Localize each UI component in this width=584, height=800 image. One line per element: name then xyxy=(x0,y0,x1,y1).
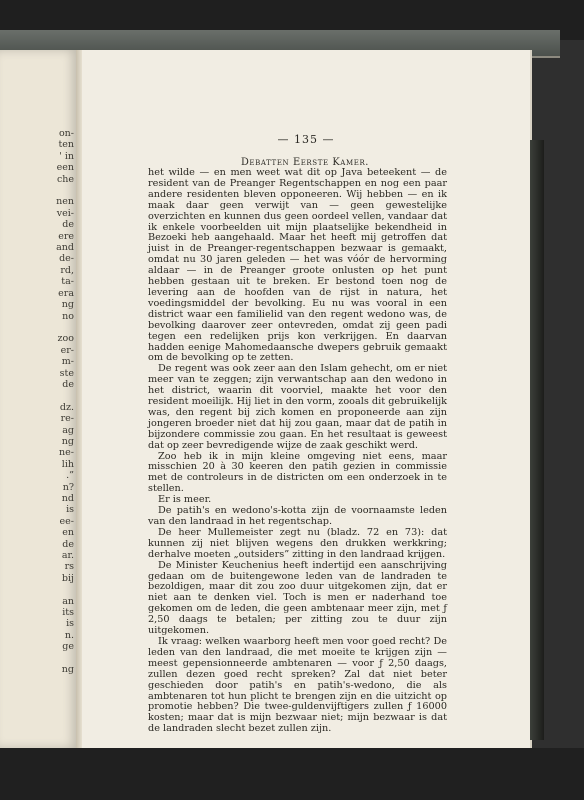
right-side-band xyxy=(530,140,544,740)
paragraph: Er is meer. xyxy=(158,494,212,506)
paragraph: het wilde — en men weet wat dit op Java beteekent — de resident van de Preanger Regentschappen en nog een paar andere residenten bleven opponeeren. Wij hebben — en ik maak daar geen verwijt van — geen gewestelijke overzichten en kunnen dus geen oordeel vellen, vandaar dat ik enkele voorbeelden uit mijn plaatselijke bekendheid in Bezoeki heb aangehaald. Maar het heeft mij getroffen dat juist in de Preanger-regentschappen bezwaar is gemaakt, omdat nu 30 jaren geleden — het was vóór de hervorming aldaar — in de Preanger groote onlusten op het punt hebben gestaan uit te breken. Er bestond toen nog de levering aan de hoofden van de rijst in natura, het voedingsmiddel der bevolking. Eu nu was vooral in een district waar een familielid van den regent wedono was, de bevolking daarover zeer ontevreden, omdat zij geen padi tegen een redelijken prijs kon verkrijgen. En daarvan hadden eenige Mahomedaansche dwepers gebruik gemaakt om de bevolking op te zetten. xyxy=(148,167,447,364)
paragraph: Ik vraag: welken waarborg heeft men voor goed recht? De leden van den landraad, die met moeite te krijgen zijn — meest gepensionneerde ambtenaren — voor ƒ 2,50 daags, zullen dezen goed recht spreken? Zal dat niet beter geschieden door patih's en patih's-wedono, die als ambtenaren tot hun plicht te brengen zijn en die uitzicht op promotie hebben? Die twee-guldenvijftigers zullen ƒ 16000 kosten; maar dat is mijn bezwaar niet; mijn bezwaar is dat de landraden slecht bezet zullen zijn. xyxy=(148,635,447,735)
page-number: — 135 — xyxy=(277,133,335,146)
paragraph: De heer Mullemeister zegt nu (bladz. 72 en 73): dat kunnen zij niet blijven wegens den drukken werkkring; derhalve moeten „outsiders” zitting in den landraad krijgen. xyxy=(148,526,447,560)
paragraph: De regent was ook zeer aan den Islam gehecht, om er niet meer van te zeggen; zijn verwantschap aan den wedono in het district, waarin dit voorviel, maakte het voor den resident moeilijk. Hij liet in den vorm, zooals dit gebruikelijk was, den regent bij zich komen en proponeerde aan zijn jongeren broeder niet dat hij zou gaan, maar dat de patih in bijzondere commissie zou gaan. En het resultaat is geweest dat op zeer bevredigende wijze de zaak geschikt werd. xyxy=(148,363,447,451)
paragraph: De Minister Keuchenius heeft indertijd een aanschrijving gedaan om de buitengewone leden van de landraden te bezoldigen, maar dit zou zoo duur uitgekomen zijn, dat er niet aan te denken viel. Toch is men er naderhand toe gekomen om de leden, die geen ambtenaar meer zijn, met ƒ 2,50 daags te betalen; per zitting zou te duur zijn uitgekomen. xyxy=(148,559,447,637)
body-text xyxy=(148,168,447,735)
bottom-dark-strip xyxy=(0,748,584,800)
paragraph: Zoo heb ik in mijn kleine omgeving niet eens, maar misschien 20 à 30 keeren den patih gezien in commissie met de controleurs in de districten om een onderzoek in te stellen. xyxy=(148,450,447,495)
running-header: Debatten Eerste Kamer. xyxy=(240,157,370,168)
left-page xyxy=(0,50,78,748)
paragraph: De patih's en wedono's-kotta zijn de voornaamste leden van den landraad in het regentschap. xyxy=(148,505,447,527)
left-page-text-fragments: on- ten ' in een che nen vei- de ere and de- rd, ta- era ng no zoo er- m- ste de dz. re- ag ng ne- lih .” n? nd is ee- en de ar. rs bij an its is n. ge ng xyxy=(56,128,74,676)
